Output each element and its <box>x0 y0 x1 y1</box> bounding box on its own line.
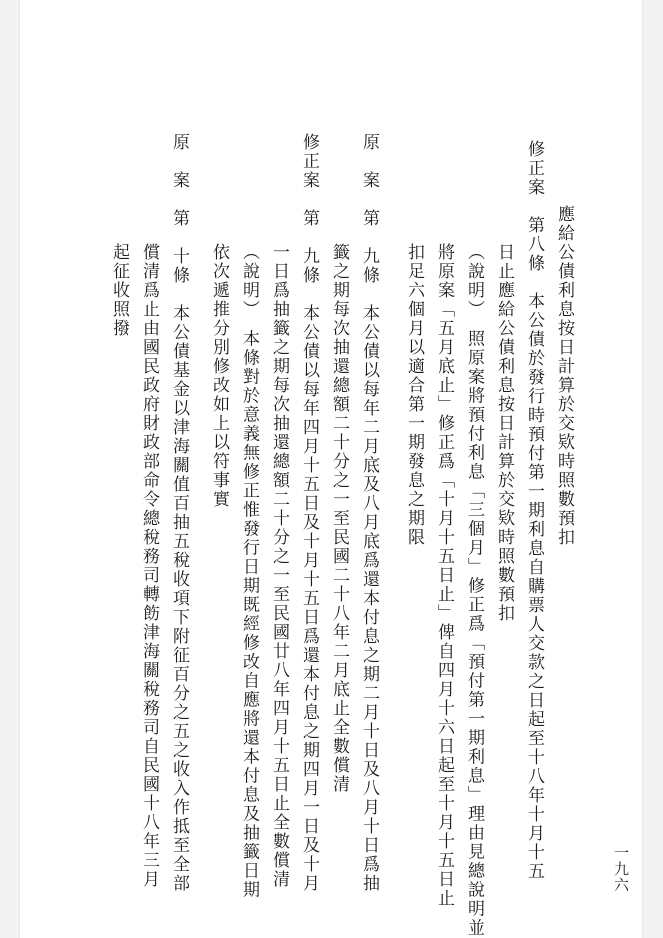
text-column: （說明） 本條對於意義無修正惟發行日期既經修改自應將還本付息及抽籤日期 <box>239 243 259 900</box>
text-column: 依次遞推分別修改如上以符事實 <box>209 243 229 509</box>
document-page <box>20 0 642 938</box>
text-column: 應給公債利息按日計算於交欵時照數預扣 <box>554 205 574 547</box>
text-column: 償清爲止由國民政府財政部命令總稅務司轉飭津海關稅務司自民國十八年三月 <box>139 243 159 889</box>
text-column: 將原案「五月底止」修正爲「十月十五日止」俾自四月十六日起至十月十五日止 <box>434 243 454 908</box>
text-column: 原 案 第 九條 本公債以每年二月底及八月底爲還本付息之期二月十日及八月十日爲抽 <box>359 133 379 893</box>
text-column: 原 案 第 十條 本公債基金以津海關值百抽五稅收項下附征百分之五之收入作抵至全部 <box>169 133 189 893</box>
text-column: 籤之期每次抽還總額二十分之一至民國二十八年二月底止全數償清 <box>329 243 349 794</box>
text-column: 修正案 第 九條 本公債以每年四月十五日及十月十五日爲還本付息之期四月一日及十月 <box>299 133 319 893</box>
text-column: 修正案 第八條 本公債於發行時預付第一期利息自購票人交款之日起至十八年十月十五 <box>524 140 544 881</box>
text-column: 一日爲抽籤之期每次抽還總額二十分之一至民國廿八年四月十五日止全數償清 <box>269 243 289 889</box>
text-column: 扣足六個月以適合第一期發息之期限 <box>404 243 424 547</box>
text-column: 日止應給公債利息按日計算於交欵時照數預扣 <box>494 243 514 623</box>
page-number: 一九六 <box>612 845 630 893</box>
text-column: （說明） 照原案將預付利息「三個月」修正爲「預付第一期利息」理由見總說明並 <box>464 243 484 938</box>
text-column: 起征收照撥 <box>109 243 129 338</box>
